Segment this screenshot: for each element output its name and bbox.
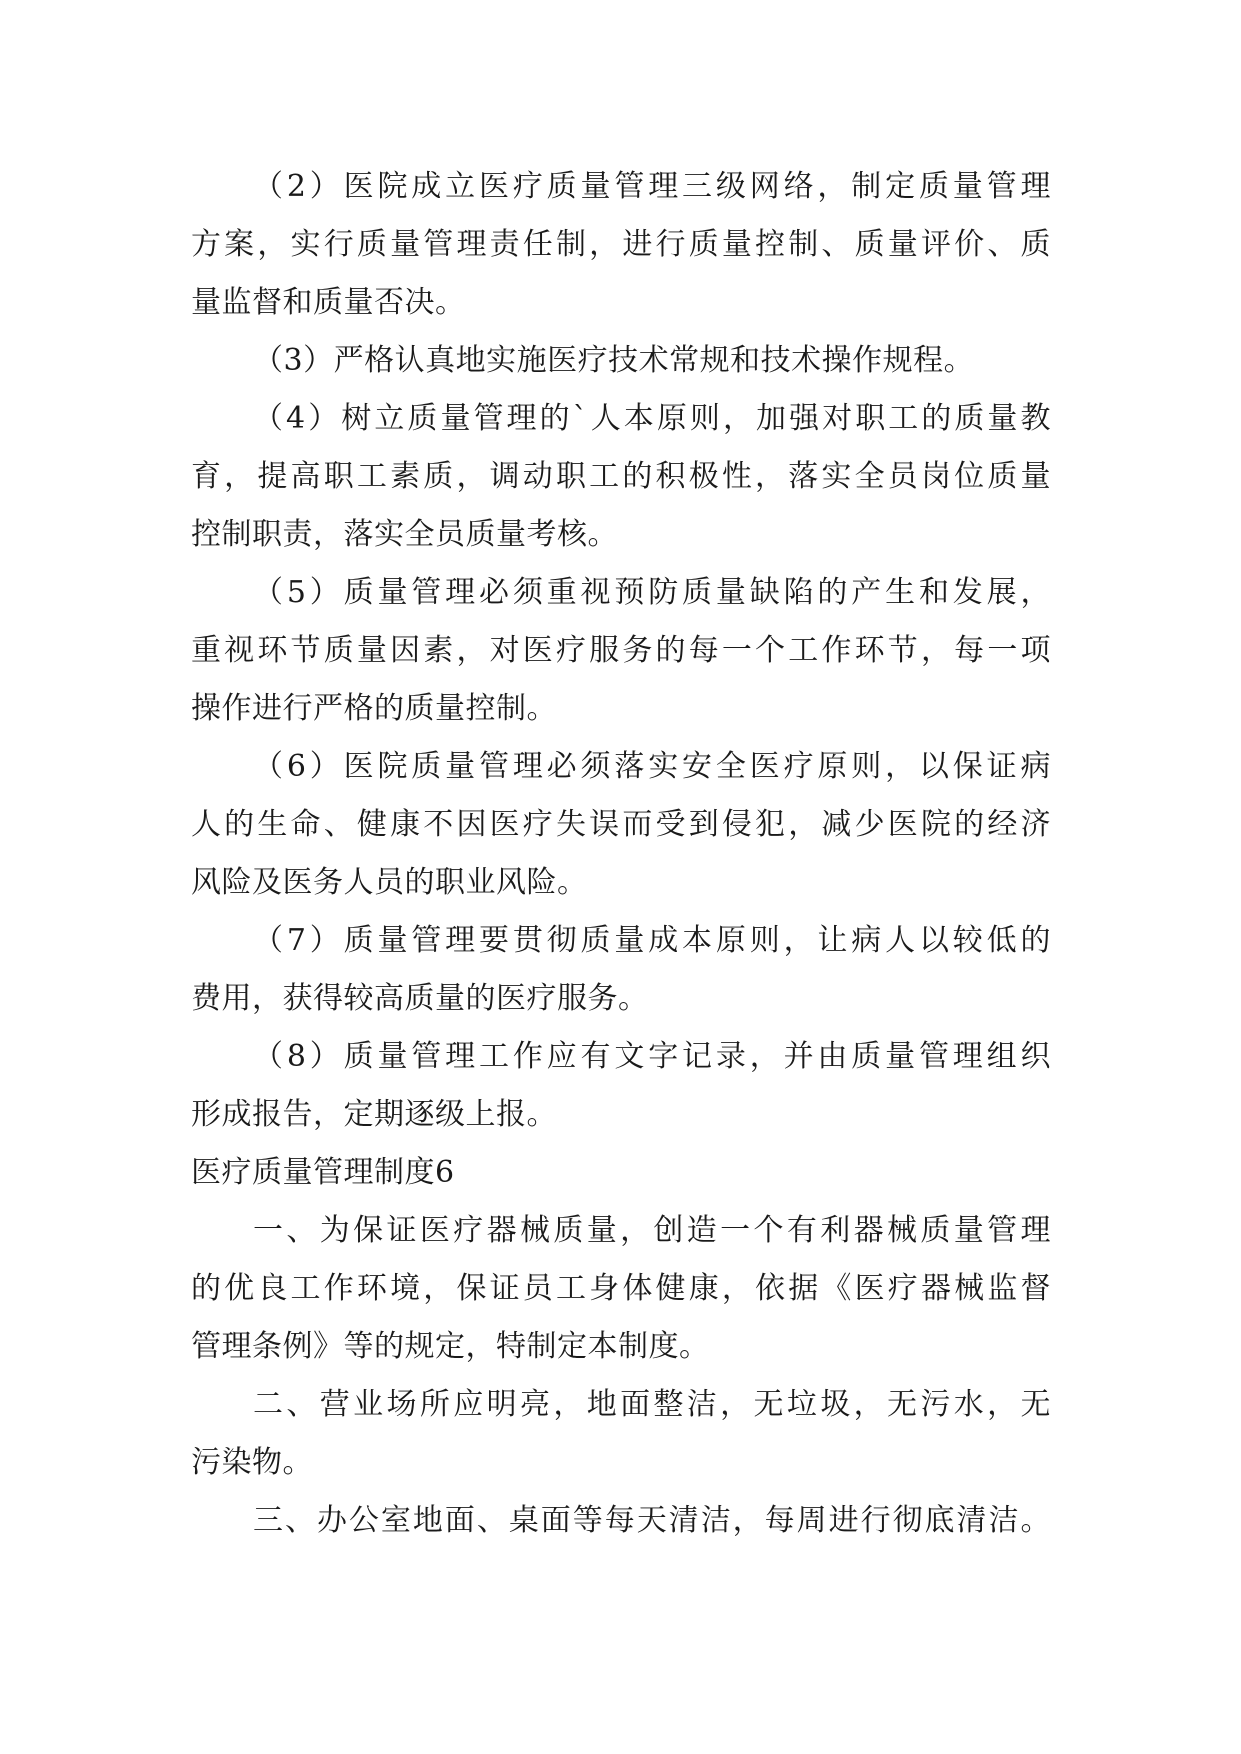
text-line: 形成报告，定期逐级上报。	[191, 1097, 557, 1132]
paragraph-item-2	[191, 1376, 1051, 1492]
document-body	[191, 158, 1051, 1550]
paragraph-4	[191, 390, 1051, 564]
text-line: 操作进行严格的质量控制。	[191, 691, 557, 726]
text-line: 三、办公室地面、桌面等每天清洁，每周进行彻底清洁。	[253, 1503, 1051, 1538]
section-heading	[191, 1144, 1051, 1202]
text-line: （3）严格认真地实施医疗技术常规和技术操作规程。	[253, 343, 975, 378]
paragraph-2	[191, 158, 1051, 332]
text-line: 二、营业场所应明亮，地面整洁，无垃圾，无污水，无	[253, 1387, 1051, 1422]
paragraph-5	[191, 564, 1051, 738]
paragraph-item-1	[191, 1202, 1051, 1376]
text-line: 方案，实行质量管理责任制，进行质量控制、质量评价、质	[191, 227, 1051, 262]
text-line: 人的生命、健康不因医疗失误而受到侵犯，减少医院的经济	[191, 807, 1051, 842]
text-line: 费用，获得较高质量的医疗服务。	[191, 981, 649, 1016]
text-line: 管理条例》等的规定，特制定本制度。	[191, 1329, 710, 1364]
paragraph-7	[191, 912, 1051, 1028]
paragraph-3	[191, 332, 1051, 390]
text-line: （5）质量管理必须重视预防质量缺陷的产生和发展，	[253, 575, 1051, 610]
text-line: 一、为保证医疗器械质量，创造一个有利器械质量管理	[253, 1213, 1051, 1248]
section-heading-text: 医疗质量管理制度6	[191, 1155, 455, 1190]
text-line: （4）树立质量管理的`人本原则，加强对职工的质量教	[253, 401, 1051, 436]
paragraph-item-3	[191, 1492, 1051, 1550]
text-line: 的优良工作环境，保证员工身体健康，依据《医疗器械监督	[191, 1271, 1051, 1306]
text-line: （2）医院成立医疗质量管理三级网络，制定质量管理	[253, 169, 1051, 204]
text-line: （8）质量管理工作应有文字记录，并由质量管理组织	[253, 1039, 1051, 1074]
text-line: 育，提高职工素质，调动职工的积极性，落实全员岗位质量	[191, 459, 1051, 494]
paragraph-8	[191, 1028, 1051, 1144]
text-line: 污染物。	[191, 1445, 313, 1480]
text-line: （6）医院质量管理必须落实安全医疗原则，以保证病	[253, 749, 1051, 784]
text-line: （7）质量管理要贯彻质量成本原则，让病人以较低的	[253, 923, 1051, 958]
text-line: 控制职责，落实全员质量考核。	[191, 517, 618, 552]
text-line: 重视环节质量因素，对医疗服务的每一个工作环节，每一项	[191, 633, 1051, 668]
text-line: 风险及医务人员的职业风险。	[191, 865, 588, 900]
paragraph-6	[191, 738, 1051, 912]
text-line: 量监督和质量否决。	[191, 285, 466, 320]
